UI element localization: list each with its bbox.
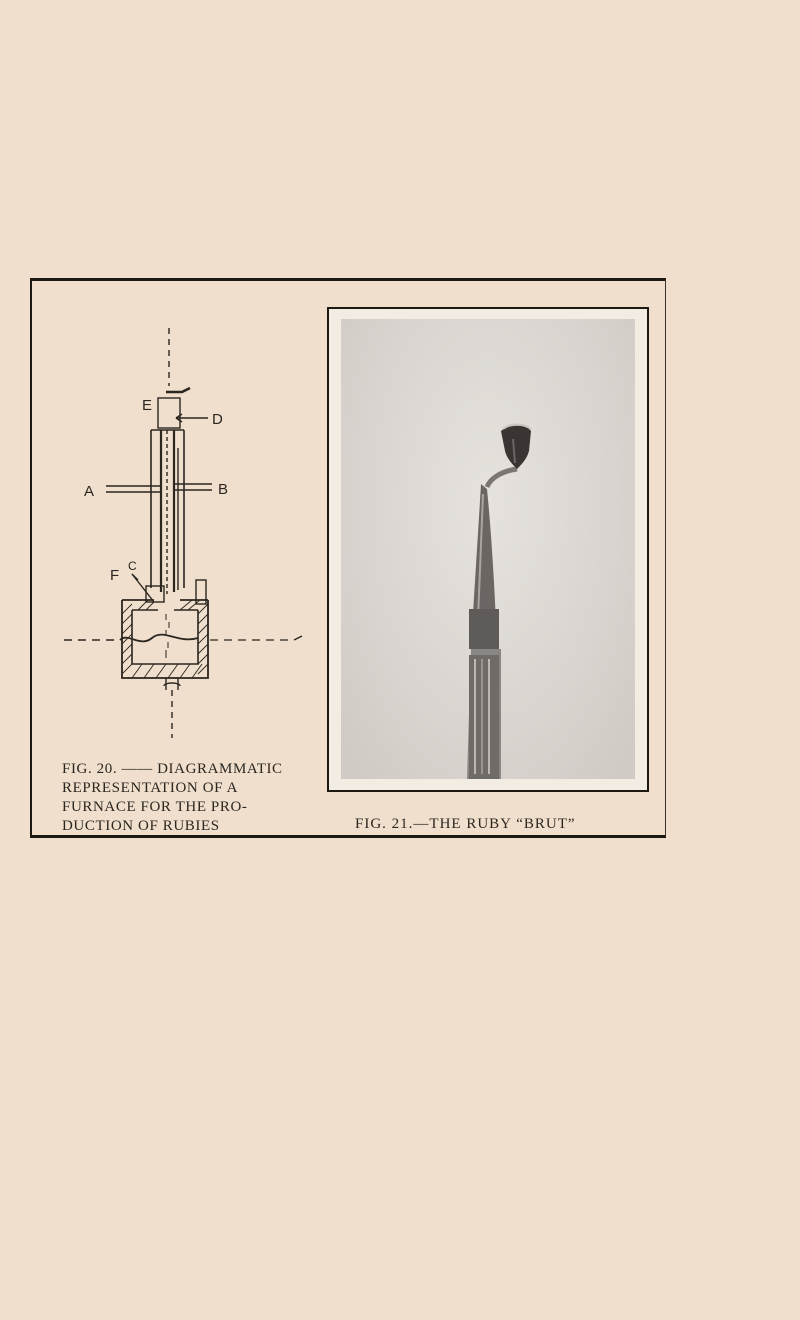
tube-cap [158,398,180,428]
cap-arrow [166,388,190,392]
figure20-caption-line: FURNACE FOR THE PRO- [62,799,248,815]
figure20-caption-line: FIG. 20. —— DIAGRAMMATIC [62,761,283,777]
label-f: F [110,567,120,584]
furnace-diagram [62,318,322,748]
label-a: A [84,483,95,500]
ruby-photo-frame [327,307,649,792]
label-b: B [218,481,229,498]
label-d: D [212,411,223,428]
label-e: E [142,397,153,414]
label-c: C [128,559,137,573]
figure20-caption-line: DUCTION OF RUBIES [62,818,220,834]
ruby-boule-photo [341,319,635,779]
figure21-caption: FIG. 21.—THE RUBY “BRUT” [355,816,576,832]
figure20-caption-line: REPRESENTATION OF A [62,780,239,796]
figure20-caption [62,760,322,836]
